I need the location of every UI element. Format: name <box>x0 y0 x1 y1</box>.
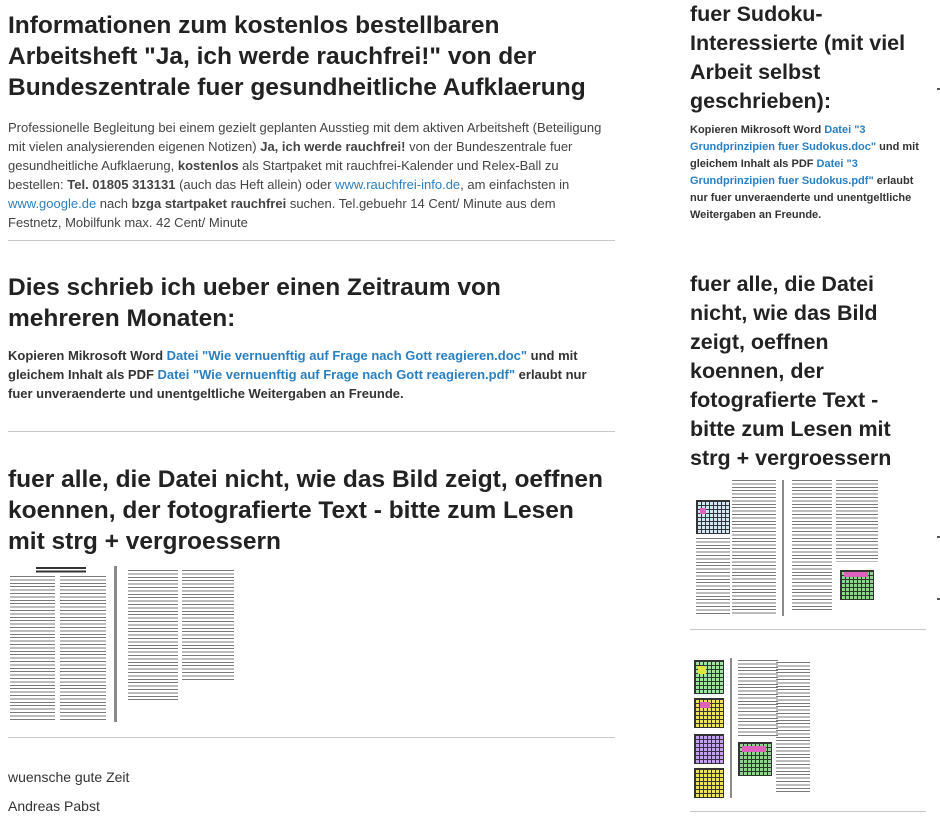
text-bold: kostenlos <box>177 158 239 173</box>
text: Professionelle Begleitung bei einem gezielt geplanten Ausstieg mit dem aktiven Arbeitsheft (Beteiligung mit vielen analysierenden eigenen Notizen) <box>8 120 602 154</box>
page-binding <box>782 480 784 616</box>
text: erlaubt nur fuer unveraenderte und unentgeltliche Weitergaben an Freunde. <box>690 175 914 221</box>
text: suchen. Tel.gebuehr 14 Cent/ Minute aus dem Festnetz, Mobilfunk max. 42 Cent/ Minute <box>8 196 556 230</box>
page-right <box>124 570 236 710</box>
text: Kopieren Mikrosoft Word <box>690 124 825 136</box>
page-binding <box>114 566 117 722</box>
section-title-photo-note-side: fuer alle, die Datei nicht, wie das Bild zeigt, oeffnen koennen, der fotografierte Text - bitte zum Lesen mit strg + vergroessern <box>690 272 892 470</box>
closing-greeting: wuensche gute Zeit <box>8 769 130 785</box>
sudoku-paragraph <box>690 122 924 224</box>
page-left <box>8 566 108 722</box>
page-right <box>790 480 880 612</box>
divider <box>8 431 615 432</box>
author-name: Andreas Pabst <box>8 798 100 814</box>
text: als Startpaket mit rauchfrei-Kalender und Relex-Ball zu bestellen: <box>8 158 559 192</box>
divider <box>8 737 615 738</box>
section-title-photo-note: fuer alle, die Datei nicht, wie das Bild zeigt, oeffnen koennen, der fotografierte Text - bitte zum Lesen mit strg + vergroessern <box>8 466 603 555</box>
page-left <box>692 480 780 616</box>
text: (auch das Heft allein) oder <box>175 177 336 192</box>
divider <box>690 811 926 812</box>
text: und mit gleichem Inhalt als PDF <box>690 141 919 170</box>
search-term: bzga startpaket rauchfrei <box>131 196 287 211</box>
sudoku-photo-2[interactable] <box>692 658 812 798</box>
rauchfrei-info-link[interactable]: www.rauchfrei-info.de <box>335 177 461 192</box>
text: nach <box>96 196 132 211</box>
section-title-gott: Dies schrieb ich ueber einen Zeitraum von mehreren Monaten: <box>8 274 501 332</box>
sudoku-photo-1[interactable] <box>692 480 880 616</box>
text: , am einfachsten in <box>460 177 570 192</box>
text: Kopieren Mikrosoft Word <box>8 348 167 363</box>
text: und mit gleichem Inhalt als PDF <box>8 348 578 382</box>
gott-paragraph <box>8 346 608 403</box>
sudoku-doc-link[interactable]: Datei "3 Grundprinzipien fuer Sudokus.doc" <box>690 124 877 153</box>
text-bold: Ja, ich werde rauchfrei! <box>260 139 406 154</box>
text: von der Bundeszentrale fuer gesundheitliche Aufklaerung, <box>8 139 573 173</box>
section-title-rauchfrei: Informationen zum kostenlos bestellbaren Arbeitsheft "Ja, ich werde rauchfrei!" von der Bundeszentrale fuer gesundheitliche Aufklaerung <box>8 12 586 101</box>
google-link[interactable]: www.google.de <box>8 196 97 211</box>
gott-pdf-link[interactable]: Datei "Wie vernuenftig auf Frage nach Gott reagieren.pdf" <box>157 367 516 382</box>
section-title-sudoku: fuer Sudoku-Interessierte (mit viel Arbeit selbst geschrieben): <box>690 2 906 113</box>
page-binding <box>730 658 732 798</box>
text: erlaubt nur fuer unveraenderte und unentgeltliche Weitergaben an Freunde. <box>8 367 587 401</box>
sudoku-pdf-link[interactable]: Datei "3 Grundprinzipien fuer Sudokus.pdf" <box>690 158 874 187</box>
divider <box>8 240 615 241</box>
photographed-text-image[interactable] <box>8 566 236 722</box>
rauchfrei-paragraph <box>8 118 608 232</box>
gott-doc-link[interactable]: Datei "Wie vernuenftig auf Frage nach Gott reagieren.doc" <box>166 348 528 363</box>
phone-number: Tel. 01805 313131 <box>67 177 176 192</box>
divider <box>690 629 926 630</box>
